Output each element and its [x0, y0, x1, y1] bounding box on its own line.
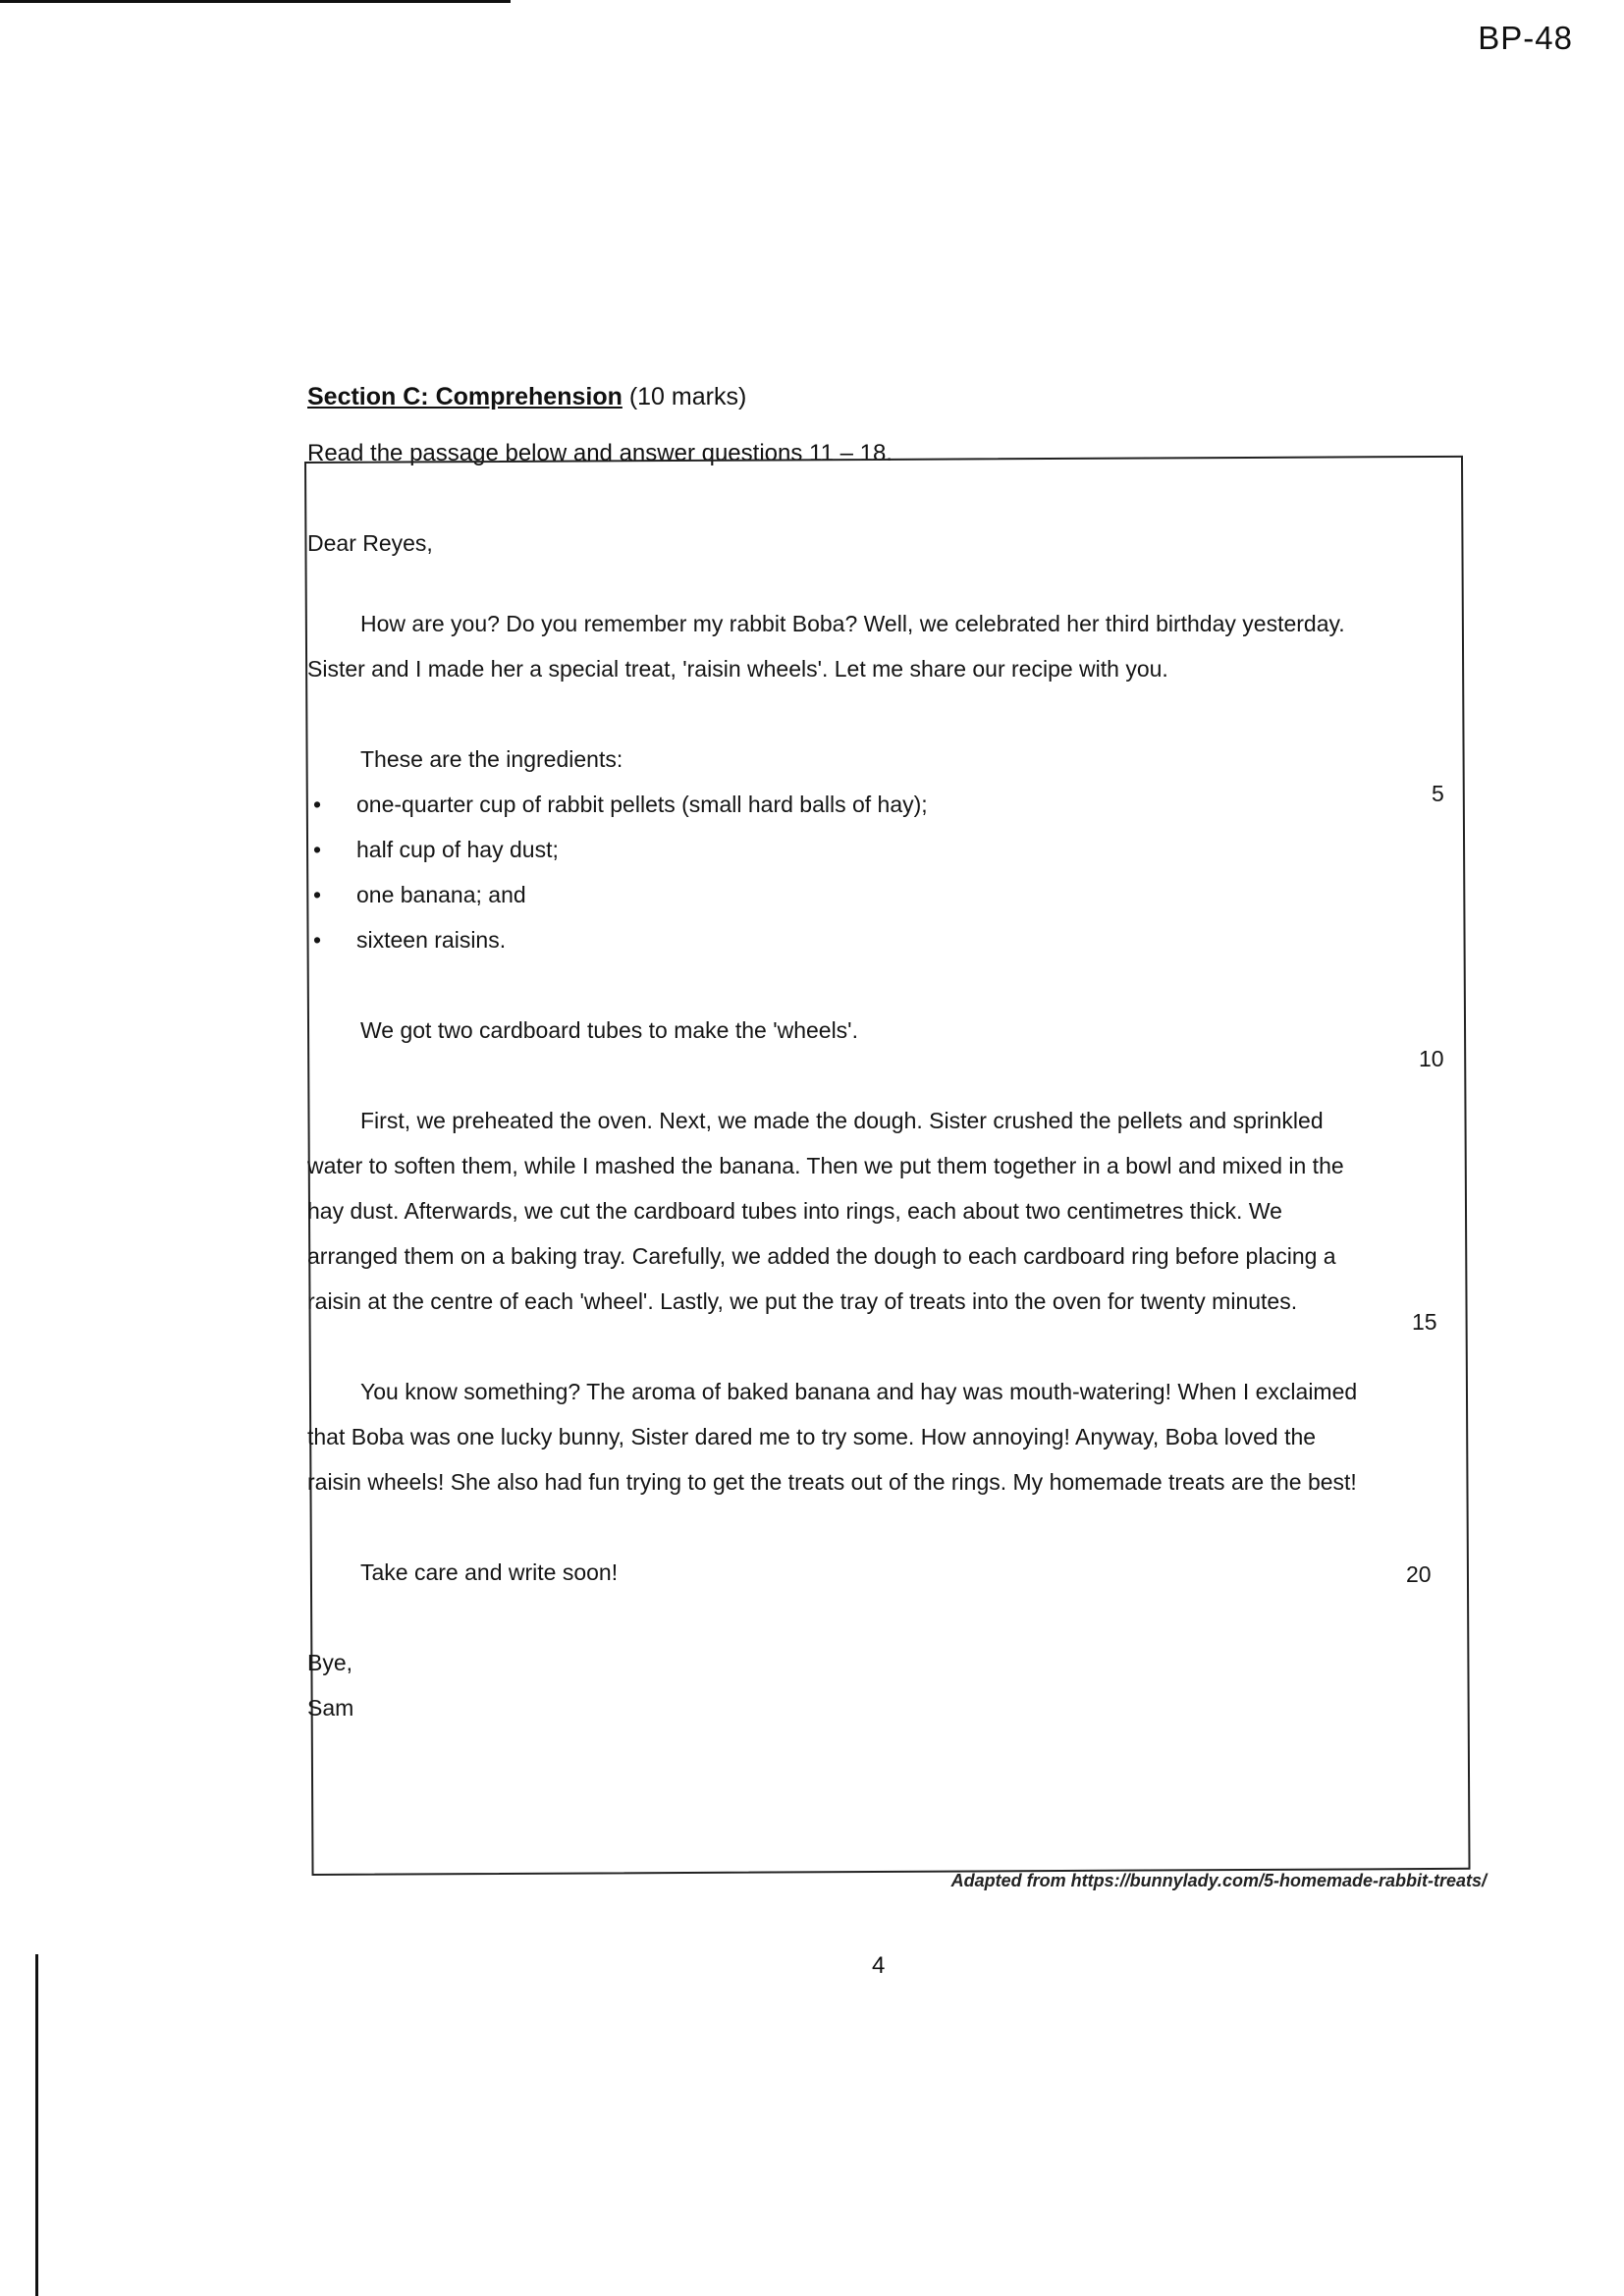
letter-signoff: Bye, — [307, 1650, 353, 1675]
ingredients-list — [307, 782, 1368, 962]
line-number-15: 15 — [1412, 1309, 1437, 1335]
list-item: • one-quarter cup of rabbit pellets (small hard balls of hay); — [307, 782, 1368, 827]
letter-paragraph-4: You know something? The aroma of baked banana and hay was mouth-watering! When I exclaimed that Boba was one lucky bunny, Sister dared me to try some. How annoying! Anyway, Boba loved the raisin wheels! She also had fun trying to get the treats out of the rings. My homemade treats are the best! — [307, 1379, 1358, 1495]
list-item: • one banana; and — [307, 872, 1368, 917]
page-number: 4 — [872, 1952, 886, 1979]
left-margin-rule — [35, 1954, 38, 2296]
letter-greeting: Dear Reyes, — [307, 530, 433, 556]
line-number-20: 20 — [1406, 1561, 1432, 1587]
line-number-5: 5 — [1432, 781, 1444, 806]
letter-passage — [307, 520, 1368, 1730]
section-heading — [307, 383, 746, 411]
letter-paragraph-1: How are you? Do you remember my rabbit Boba? Well, we celebrated her third birthday yesterday. Sister and I made her a special treat, 'raisin wheels'. Let me share our recipe with you. — [307, 611, 1345, 682]
line-number-10: 10 — [1419, 1046, 1444, 1071]
section-marks: (10 marks) — [628, 383, 747, 410]
list-item: • half cup of hay dust; — [307, 827, 1368, 872]
letter-signature: Sam — [307, 1695, 354, 1721]
section-title: Section C: Comprehension — [307, 383, 623, 410]
list-item: • sixteen raisins. — [307, 917, 1368, 962]
letter-paragraph-3: First, we preheated the oven. Next, we made the dough. Sister crushed the pellets and sprinkled water to soften them, while I mashed the banana. Then we put them together in a bowl and mixed in the hay dust. Afterwards, we cut the cardboard tubes into rings, each about two centimetres thick. We arranged them on a baking tray. Carefully, we added the dough to each cardboard ring before placing a raisin at the centre of each 'wheel'. Lastly, we put the tray of treats into the oven for twenty minutes. — [307, 1108, 1344, 1314]
ingredients-intro: These are the ingredients: — [360, 746, 623, 772]
source-citation: Adapted from https://bunnylady.com/5-homemade-rabbit-treats/ — [950, 1871, 1487, 1890]
page-code: BP-48 — [1478, 20, 1573, 56]
instruction: Read the passage below and answer questions 11 – 18. — [307, 440, 893, 466]
letter-paragraph-2: We got two cardboard tubes to make the 'wheels'. — [360, 1017, 858, 1043]
top-rule — [0, 0, 511, 3]
letter-paragraph-5: Take care and write soon! — [360, 1559, 619, 1585]
